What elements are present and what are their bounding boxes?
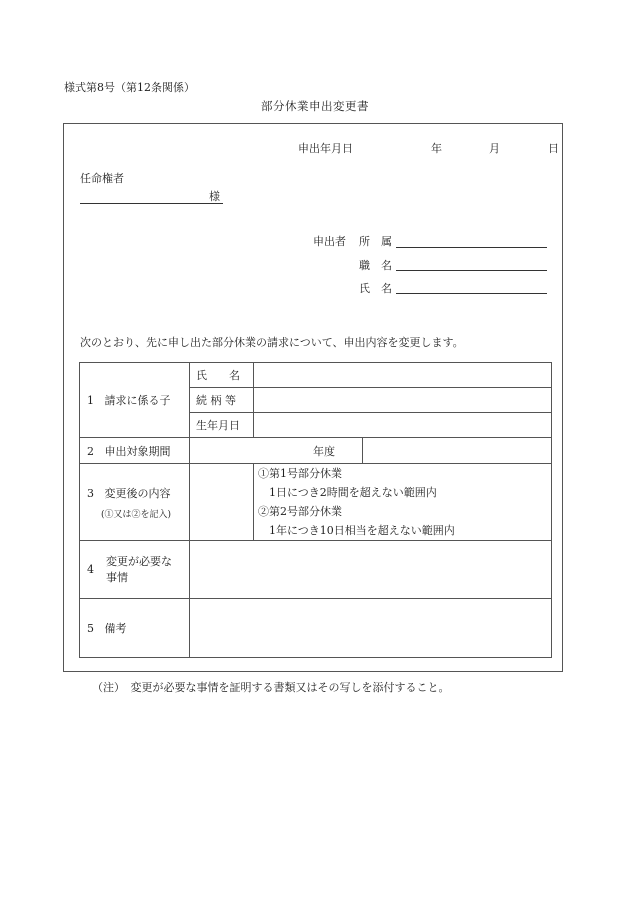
footnote: （注） 変更が必要な事情を証明する書類又はその写しを添付すること。 — [92, 681, 450, 694]
row5-number: 5 — [87, 622, 94, 635]
date-month-label: 月 — [489, 142, 500, 155]
row4-label-cell — [80, 541, 190, 599]
birthdate-label: 生年月日 — [190, 413, 254, 438]
row1-label-cell — [80, 363, 190, 438]
addressee-underline[interactable] — [80, 203, 223, 204]
intro-text: 次のとおり、先に申し出た部分休業の請求について、申出内容を変更します。 — [80, 336, 464, 349]
addressee-honorific: 様 — [209, 190, 220, 203]
row4-label-line2: 事情 — [106, 570, 128, 584]
row3-number: 3 — [87, 486, 94, 500]
table-row — [80, 599, 552, 658]
row2-label-cell — [80, 438, 190, 464]
option-1-detail: 1日につき2時間を超えない範囲内 — [258, 486, 437, 499]
row3-label: 変更後の内容 — [104, 486, 171, 500]
fiscal-year-cell[interactable] — [190, 438, 363, 464]
row3-sublabel: (①又は②を記入) — [101, 509, 172, 520]
position-field[interactable] — [396, 270, 547, 271]
row1-number: 1 — [87, 394, 94, 407]
applicant-label: 申出者 — [313, 235, 346, 248]
remarks-input[interactable] — [190, 599, 552, 658]
table-row — [80, 438, 552, 464]
row2-number: 2 — [87, 444, 94, 458]
fiscal-year-label: 年度 — [313, 444, 335, 458]
name-field[interactable] — [396, 293, 547, 294]
option-choice-input[interactable] — [190, 464, 254, 541]
option-2-detail: 1年につき10日相当を超えない範囲内 — [258, 524, 455, 537]
table-row — [80, 363, 552, 388]
birthdate-input[interactable] — [254, 413, 552, 438]
document-title: 部分休業申出変更書 — [261, 99, 369, 113]
relationship-input[interactable] — [254, 388, 552, 413]
child-name-label: 氏 名 — [190, 363, 254, 388]
row5-label: 備考 — [104, 622, 127, 635]
addressee-label: 任命権者 — [80, 172, 124, 185]
child-name-input[interactable] — [254, 363, 552, 388]
applicant-affiliation-label: 所 属 — [359, 235, 392, 248]
applicant-name-label: 氏 名 — [359, 282, 392, 295]
applicant-position-label: 職 名 — [359, 259, 392, 272]
reason-input[interactable] — [190, 541, 552, 599]
table-row — [80, 541, 552, 599]
row1-label: 請求に係る子 — [104, 394, 171, 407]
options-cell — [254, 464, 552, 541]
period-input[interactable] — [363, 438, 552, 464]
row4-label-line1: 変更が必要な — [106, 554, 172, 568]
option-1-title: ①第1号部分休業 — [258, 467, 342, 480]
date-label: 申出年月日 — [298, 142, 353, 155]
row2-label: 申出対象期間 — [104, 444, 171, 458]
request-table — [79, 362, 552, 658]
date-day-label: 日 — [548, 142, 559, 155]
affiliation-field[interactable] — [396, 247, 547, 248]
form-number: 様式第8号（第12条関係） — [64, 81, 195, 94]
relationship-label: 続 柄 等 — [190, 388, 254, 413]
table-row — [80, 464, 552, 541]
date-year-label: 年 — [431, 142, 442, 155]
option-2-title: ②第2号部分休業 — [258, 505, 342, 518]
row5-label-cell — [80, 599, 190, 658]
row3-label-cell — [80, 464, 190, 541]
row4-number: 4 — [87, 563, 94, 576]
